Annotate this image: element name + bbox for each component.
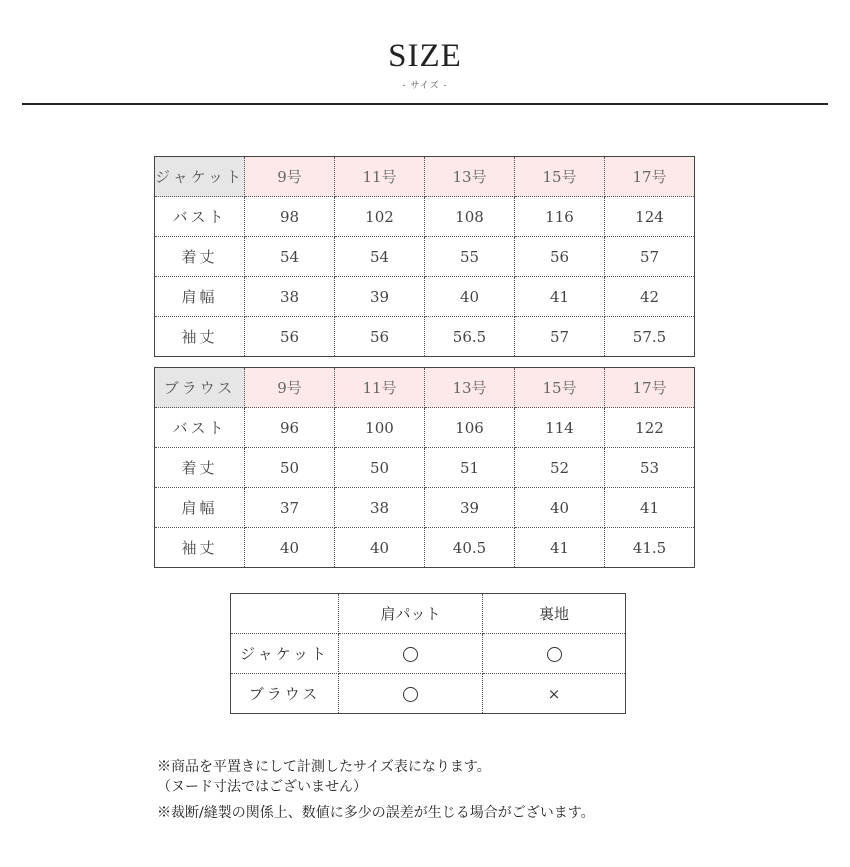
table-cell: 39	[335, 277, 425, 317]
table-cell: 53	[605, 448, 695, 488]
table-cell: 37	[245, 488, 335, 528]
circle-icon	[547, 647, 562, 662]
table-cell: 108	[425, 197, 515, 237]
size-header-17: 17号	[605, 157, 695, 197]
jacket-table-label: ジャケット	[155, 157, 245, 197]
table-row	[155, 237, 695, 277]
blouse-lining-cell: ×	[547, 684, 561, 703]
table-cell: 102	[335, 197, 425, 237]
size-header-15: 15号	[515, 368, 605, 408]
table-cell: 40	[245, 528, 335, 568]
table-cell: 56	[515, 237, 605, 277]
row-label-bust: バスト	[155, 408, 245, 448]
jacket-lining-cell	[483, 634, 626, 674]
table-row	[155, 448, 695, 488]
features-header-row	[231, 594, 626, 634]
size-header-13: 13号	[425, 368, 515, 408]
blouse-shoulder-pad-cell	[339, 674, 483, 714]
size-header-13: 13号	[425, 157, 515, 197]
table-cell: 41.5	[632, 538, 667, 557]
features-label-jacket: ジャケット	[231, 634, 339, 674]
size-header-11: 11号	[335, 368, 425, 408]
row-label-sleeve: 袖丈	[155, 317, 245, 357]
table-cell: 54	[335, 237, 425, 277]
table-cell: 124	[605, 197, 695, 237]
jacket-shoulder-pad-cell	[339, 634, 483, 674]
size-header-9: 9号	[245, 368, 335, 408]
table-cell: 50	[335, 448, 425, 488]
table-cell: 56	[245, 317, 335, 357]
table-row	[231, 634, 626, 674]
table-row	[155, 528, 695, 568]
table-cell: 55	[425, 237, 515, 277]
page-subtitle: - サイズ -	[402, 81, 448, 91]
table-cell: 41	[515, 277, 605, 317]
note-not-nude-size: （ヌード寸法ではございません）	[157, 779, 367, 795]
table-cell: 39	[425, 488, 515, 528]
size-header-17: 17号	[605, 368, 695, 408]
blouse-size-table	[154, 367, 695, 568]
row-label-shoulder: 肩幅	[155, 488, 245, 528]
jacket-size-table	[154, 156, 695, 357]
table-cell: 96	[245, 408, 335, 448]
table-cell: 56.5	[425, 317, 515, 357]
note-tolerance: ※裁断/縫製の関係上、数値に多少の誤差が生じる場合がございます。	[157, 805, 595, 821]
table-cell: 41	[515, 528, 605, 568]
table-row	[155, 408, 695, 448]
table-cell: 106	[425, 408, 515, 448]
blouse-table-label: ブラウス	[155, 368, 245, 408]
table-cell: 98	[245, 197, 335, 237]
lining-header: 裏地	[483, 594, 626, 634]
circle-icon	[403, 647, 418, 662]
table-cell: 56	[335, 317, 425, 357]
table-cell: 57.5	[632, 327, 667, 346]
size-header-15: 15号	[515, 157, 605, 197]
table-cell: 42	[605, 277, 695, 317]
row-label-length: 着丈	[155, 237, 245, 277]
table-cell: 51	[425, 448, 515, 488]
table-cell: 40	[425, 277, 515, 317]
table-row	[155, 197, 695, 237]
table-cell: 116	[515, 197, 605, 237]
table-cell: 54	[245, 237, 335, 277]
size-header-9: 9号	[245, 157, 335, 197]
page-title: SIZE	[388, 38, 462, 74]
blouse-header-row	[155, 368, 695, 408]
notes	[157, 757, 595, 823]
jacket-header-row	[155, 157, 695, 197]
table-cell: 38	[335, 488, 425, 528]
table-row	[231, 674, 626, 714]
table-cell: 122	[605, 408, 695, 448]
table-row	[155, 488, 695, 528]
table-cell: 57	[515, 317, 605, 357]
circle-icon	[403, 687, 418, 702]
note-measurement: ※商品を平置きにして計測したサイズ表になります。	[157, 759, 491, 775]
row-label-length: 着丈	[155, 448, 245, 488]
table-cell: 40	[515, 488, 605, 528]
title-divider	[22, 103, 828, 105]
table-cell: 57	[605, 237, 695, 277]
table-cell: 41	[605, 488, 695, 528]
table-row	[155, 317, 695, 357]
features-label-blouse: ブラウス	[231, 674, 339, 714]
features-corner-cell	[231, 594, 339, 634]
table-cell: 52	[515, 448, 605, 488]
row-label-sleeve: 袖丈	[155, 528, 245, 568]
features-table	[230, 593, 626, 714]
size-header-11: 11号	[335, 157, 425, 197]
shoulder-pad-header: 肩パット	[339, 594, 483, 634]
table-row	[155, 277, 695, 317]
table-cell: 40	[335, 528, 425, 568]
table-cell: 38	[245, 277, 335, 317]
table-cell: 100	[335, 408, 425, 448]
table-cell: 50	[245, 448, 335, 488]
table-cell: 114	[515, 408, 605, 448]
row-label-shoulder: 肩幅	[155, 277, 245, 317]
row-label-bust: バスト	[155, 197, 245, 237]
table-cell: 40.5	[425, 528, 515, 568]
